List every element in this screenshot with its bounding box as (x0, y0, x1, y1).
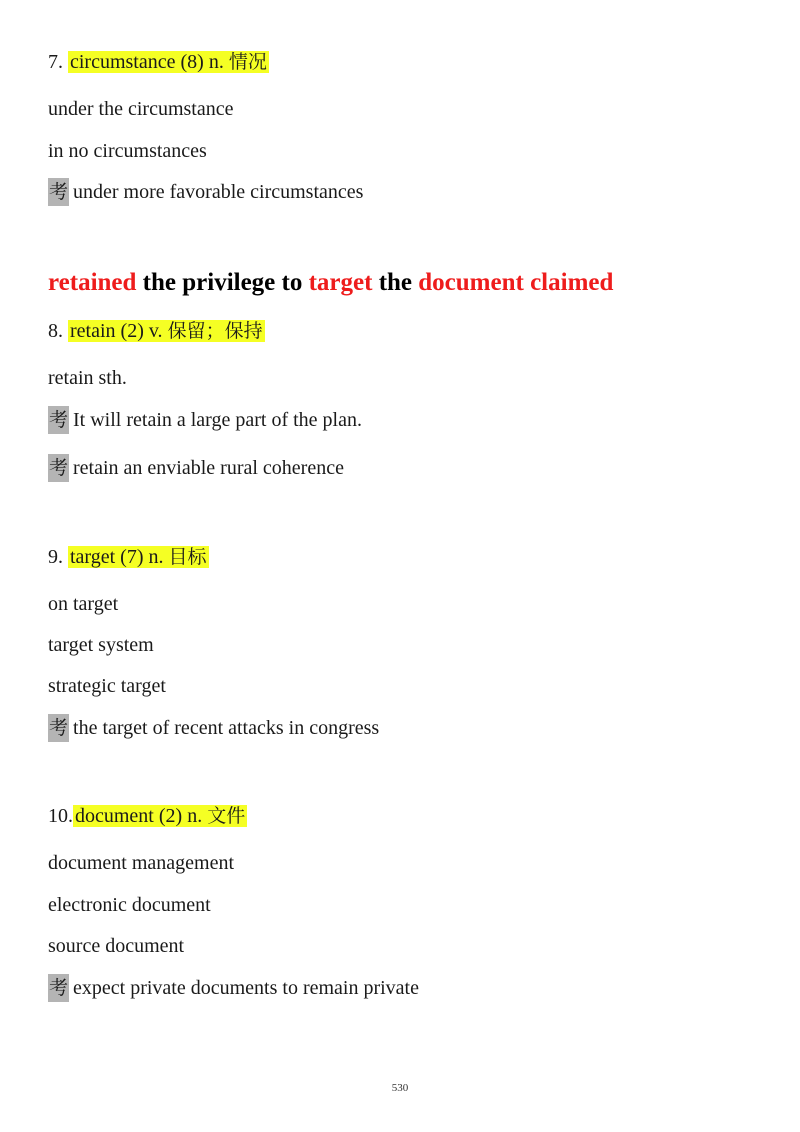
headline-keyword: target (308, 269, 373, 296)
exam-example-line (48, 178, 363, 206)
example-line (48, 590, 118, 618)
entry-meaning: 文件 (207, 805, 246, 827)
exam-example-line (48, 974, 419, 1002)
exam-example-line (48, 454, 344, 482)
example-text: expect private documents to remain private (73, 977, 419, 999)
example-text: under more favorable circumstances (73, 181, 364, 203)
headline-text: the privilege to (136, 269, 309, 296)
exam-example-line (48, 714, 379, 742)
example-line (48, 672, 166, 700)
example-line (48, 849, 234, 877)
example-text: electronic document (48, 894, 211, 916)
example-text: It will retain a large part of the plan. (73, 409, 362, 431)
exam-marker-badge: 考 (48, 974, 69, 1002)
entry-number: 8. (48, 320, 68, 342)
example-text: document management (48, 852, 235, 874)
entry-8-heading (48, 317, 265, 345)
exam-marker-badge: 考 (48, 454, 69, 482)
entry-word: retain (2) v. (70, 320, 163, 342)
entry-number: 10. (48, 805, 73, 827)
example-text: target system (48, 634, 154, 656)
exam-marker-badge: 考 (48, 714, 69, 742)
entry-9-heading (48, 543, 209, 571)
headline-sentence (48, 266, 613, 300)
entry-headword-highlight (68, 546, 209, 568)
entry-meaning: 情况 (228, 51, 267, 73)
entry-meaning: 保留；保持 (167, 320, 263, 342)
example-text: on target (48, 593, 119, 615)
entry-word: circumstance (8) n. (70, 51, 224, 73)
exam-example-line (48, 406, 362, 434)
entry-number: 7. (48, 51, 68, 73)
entry-7-heading (48, 48, 269, 76)
example-line (48, 631, 154, 659)
entry-word: document (2) n. (75, 805, 203, 827)
exam-marker-badge: 考 (48, 406, 69, 434)
example-text: retain sth. (48, 367, 127, 389)
headline-text: the (372, 269, 419, 296)
example-text: strategic target (48, 675, 166, 697)
example-text: the target of recent attacks in congress (73, 717, 380, 739)
entry-headword-highlight (73, 805, 247, 827)
example-line (48, 95, 233, 123)
entry-meaning: 目标 (168, 546, 207, 568)
example-line (48, 932, 184, 960)
example-line (48, 137, 207, 165)
example-text: retain an enviable rural coherence (73, 457, 344, 479)
page-number: 530 (391, 1082, 409, 1094)
entry-headword-highlight (68, 320, 265, 342)
example-text: in no circumstances (48, 140, 207, 162)
entry-number: 9. (48, 546, 68, 568)
example-text: source document (48, 935, 185, 957)
example-text: under the circumstance (48, 98, 234, 120)
example-line (48, 891, 211, 919)
example-line (48, 364, 127, 392)
entry-10-heading (48, 802, 247, 830)
headline-keyword: document claimed (418, 269, 614, 296)
entry-headword-highlight (68, 51, 269, 73)
headline-keyword: retained (48, 269, 137, 296)
entry-word: target (7) n. (70, 546, 164, 568)
exam-marker-badge: 考 (48, 178, 69, 206)
